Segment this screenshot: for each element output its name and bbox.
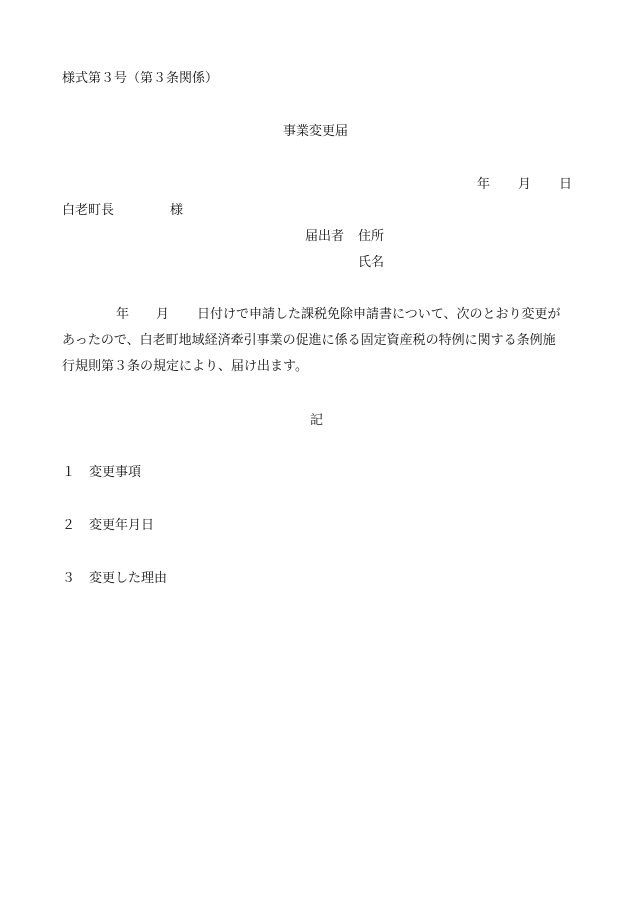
item-label: 変更事項 [89,465,142,480]
applicant-address-label: 住所 [358,229,385,244]
applicant-role-label: 届出者 [305,229,345,244]
ki-heading: 記 [310,413,324,428]
document-title: 事業変更届 [283,124,349,139]
addressee-honorific: 様 [170,203,184,218]
body-line-1: 日付けで申請した課税免除申請書について、次のとおり変更が [197,307,561,322]
form-number: 様式第３号（第３条関係） [62,71,219,86]
applicant-name-label: 氏名 [358,255,385,270]
date-day-label: 日 [559,177,573,192]
body-line-3: 行規則第３条の規定により、届け出ます。 [62,359,308,374]
body-month-label: 月 [156,307,170,322]
item-label: 変更した理由 [89,571,168,586]
item-number: １ [62,465,76,480]
addressee-name: 白老町長 [62,203,115,218]
date-year-label: 年 [477,177,491,192]
date-month-label: 月 [518,177,532,192]
body-year-label: 年 [116,307,130,322]
item-number: ３ [62,571,76,586]
body-line-2: あったので、白老町地域経済牽引事業の促進に係る固定資産税の特例に関する条例施 [62,333,556,348]
item-number: ２ [62,518,76,533]
item-label: 変更年月日 [89,518,155,533]
